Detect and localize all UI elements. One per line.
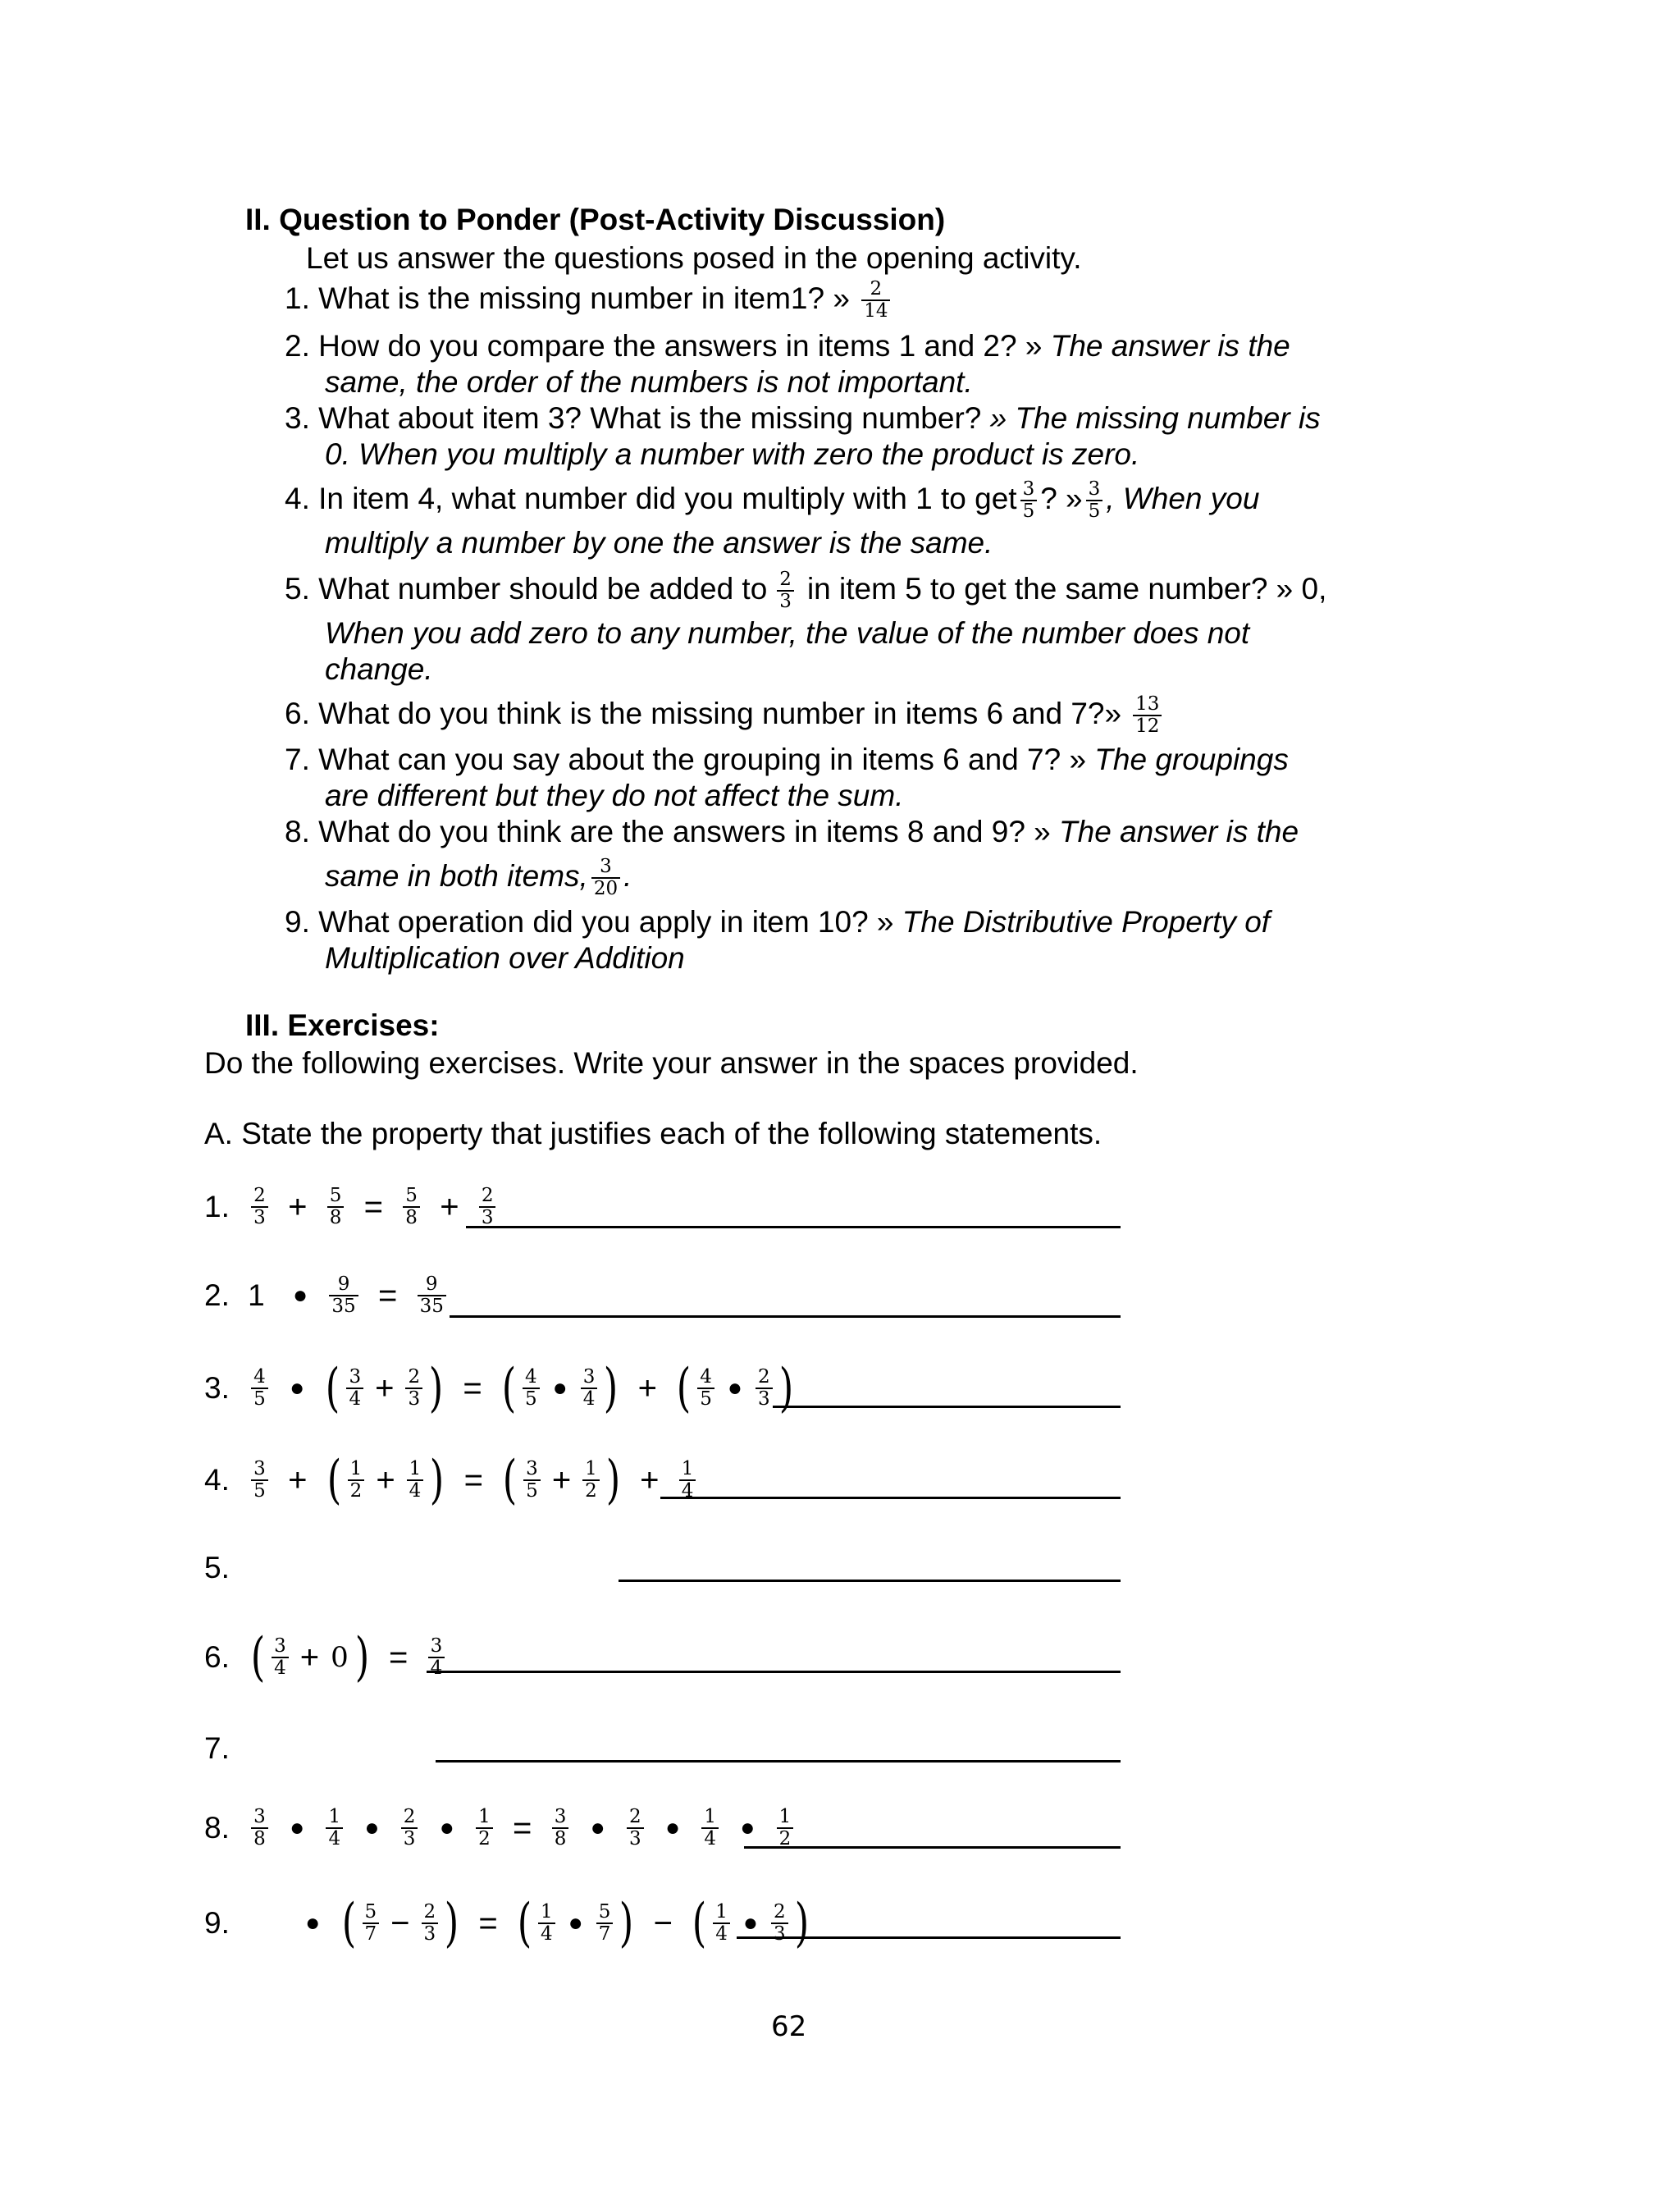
answer-blank-2[interactable]	[450, 1315, 1121, 1318]
question-6: 6. What do you think is the missing number in items 6 and 7?» $\frac{13}{12}$	[285, 694, 1165, 737]
answer-blank-4[interactable]	[660, 1497, 1121, 1499]
question-8: 8. What do you think are the answers in items 8 and 9? » The answer is the	[285, 815, 1299, 848]
answer-8-cont: same in both items, $\frac{3}{20}$ .	[325, 856, 632, 899]
answer-blank-5[interactable]	[619, 1580, 1121, 1582]
part-a-instruction: A. State the property that justifies each of the following statements.	[204, 1117, 1102, 1150]
section-ii-heading: II. Question to Ponder (Post-Activity Discussion)	[245, 203, 946, 236]
question-7: 7. What can you say about the grouping in items 6 and 7? » The groupings	[285, 743, 1289, 776]
exercise-3: 3. $\frac{4}{5}$ ● ( $\frac{3}{4}$ + $\frac{2}{3}$ ) = ( $\frac{4}{5}$ ● $\frac{3}{4}$ ) + ( $\frac{4}{5}$ ● $\frac{2}{3}$ )	[204, 1358, 793, 1419]
question-3: 3. What about item 3? What is the missing number? » The missing number is	[285, 401, 1321, 435]
fraction: $\frac{3}{20}$	[591, 857, 620, 899]
section-iii-instruction: Do the following exercises. Write your answer in the spaces provided.	[204, 1046, 1139, 1080]
fraction: $\frac{3}{5}$	[1086, 479, 1103, 522]
exercise-9: 9. ● ( $\frac{5}{7}$ − $\frac{2}{3}$ ) = ( $\frac{1}{4}$ ● $\frac{5}{7}$ ) − ( $\frac{1}{4}$ ● $\frac{2}{3}$ )	[204, 1893, 809, 1954]
answer-7-cont: are different but they do not affect the sum.	[325, 779, 904, 812]
question-5: 5. What number should be added to $\frac{2}{3}$ in item 5 to get the same number? » 0,	[285, 569, 1327, 612]
exercise-6: 6. ( $\frac{3}{4}$ + 0 ) = $\frac{3}{4}$	[204, 1633, 448, 1682]
exercise-4: 4. $\frac{3}{5}$ + ( $\frac{1}{2}$ + $\frac{1}{4}$ ) = ( $\frac{3}{5}$ + $\frac{1}{2}$ ) + $\frac{1}{4}$	[204, 1456, 699, 1505]
answer-3-cont: 0. When you multiply a number with zero the product is zero.	[325, 437, 1140, 471]
exercise-8: 8. $\frac{3}{8}$ ● $\frac{1}{4}$ ● $\frac{2}{3}$ ● $\frac{1}{2}$ = $\frac{3}{8}$ ● $\frac{2}{3}$ ● $\frac{1}{4}$ ● $\frac{1}{2}$	[204, 1807, 797, 1849]
exercise-1: 1. $\frac{2}{3}$ + $\frac{5}{8}$ = $\frac{5}{8}$ + $\frac{2}{3}$	[204, 1186, 499, 1228]
answer-4-cont: multiply a number by one the answer is the same.	[325, 526, 993, 560]
page-number: 62	[771, 2010, 807, 2043]
exercise-5: 5.	[204, 1551, 230, 1585]
section-ii-intro: Let us answer the questions posed in the opening activity.	[306, 241, 1082, 275]
exercise-7: 7.	[204, 1731, 230, 1766]
question-1: 1. What is the missing number in item1? » $\frac{2}{14}$	[285, 279, 893, 322]
answer-blank-7[interactable]	[436, 1760, 1121, 1763]
answer-2-cont: same, the order of the numbers is not important.	[325, 365, 973, 399]
answer-blank-9[interactable]	[737, 1936, 1121, 1939]
answer-9-cont: Multiplication over Addition	[325, 941, 685, 975]
answer-blank-8[interactable]	[744, 1846, 1121, 1849]
answer-blank-6[interactable]	[427, 1671, 1121, 1673]
answer-blank-1[interactable]	[466, 1226, 1121, 1228]
question-2: 2. How do you compare the answers in items 1 and 2? » The answer is the	[285, 329, 1290, 363]
exercise-2: 2. 1 ● $\frac{9}{35}$ = $\frac{9}{35}$	[204, 1274, 450, 1317]
fraction: $\frac{13}{12}$	[1133, 694, 1162, 737]
question-4: 4. In item 4, what number did you multiply with 1 to get $\frac{3}{5}$ ? » $\frac{3}{5}$ , When you	[285, 478, 1260, 522]
section-iii-heading: III. Exercises:	[245, 1008, 440, 1042]
question-9: 9. What operation did you apply in item 10? » The Distributive Property of	[285, 905, 1271, 939]
answer-5-cont: When you add zero to any number, the value of the number does not	[325, 616, 1250, 650]
answer-blank-3[interactable]	[773, 1406, 1121, 1408]
answer-5-cont2: change.	[325, 652, 433, 686]
fraction: $\frac{3}{5}$	[1020, 479, 1038, 522]
fraction: $\frac{2}{3}$	[777, 569, 794, 612]
fraction: $\frac{2}{14}$	[861, 279, 890, 322]
